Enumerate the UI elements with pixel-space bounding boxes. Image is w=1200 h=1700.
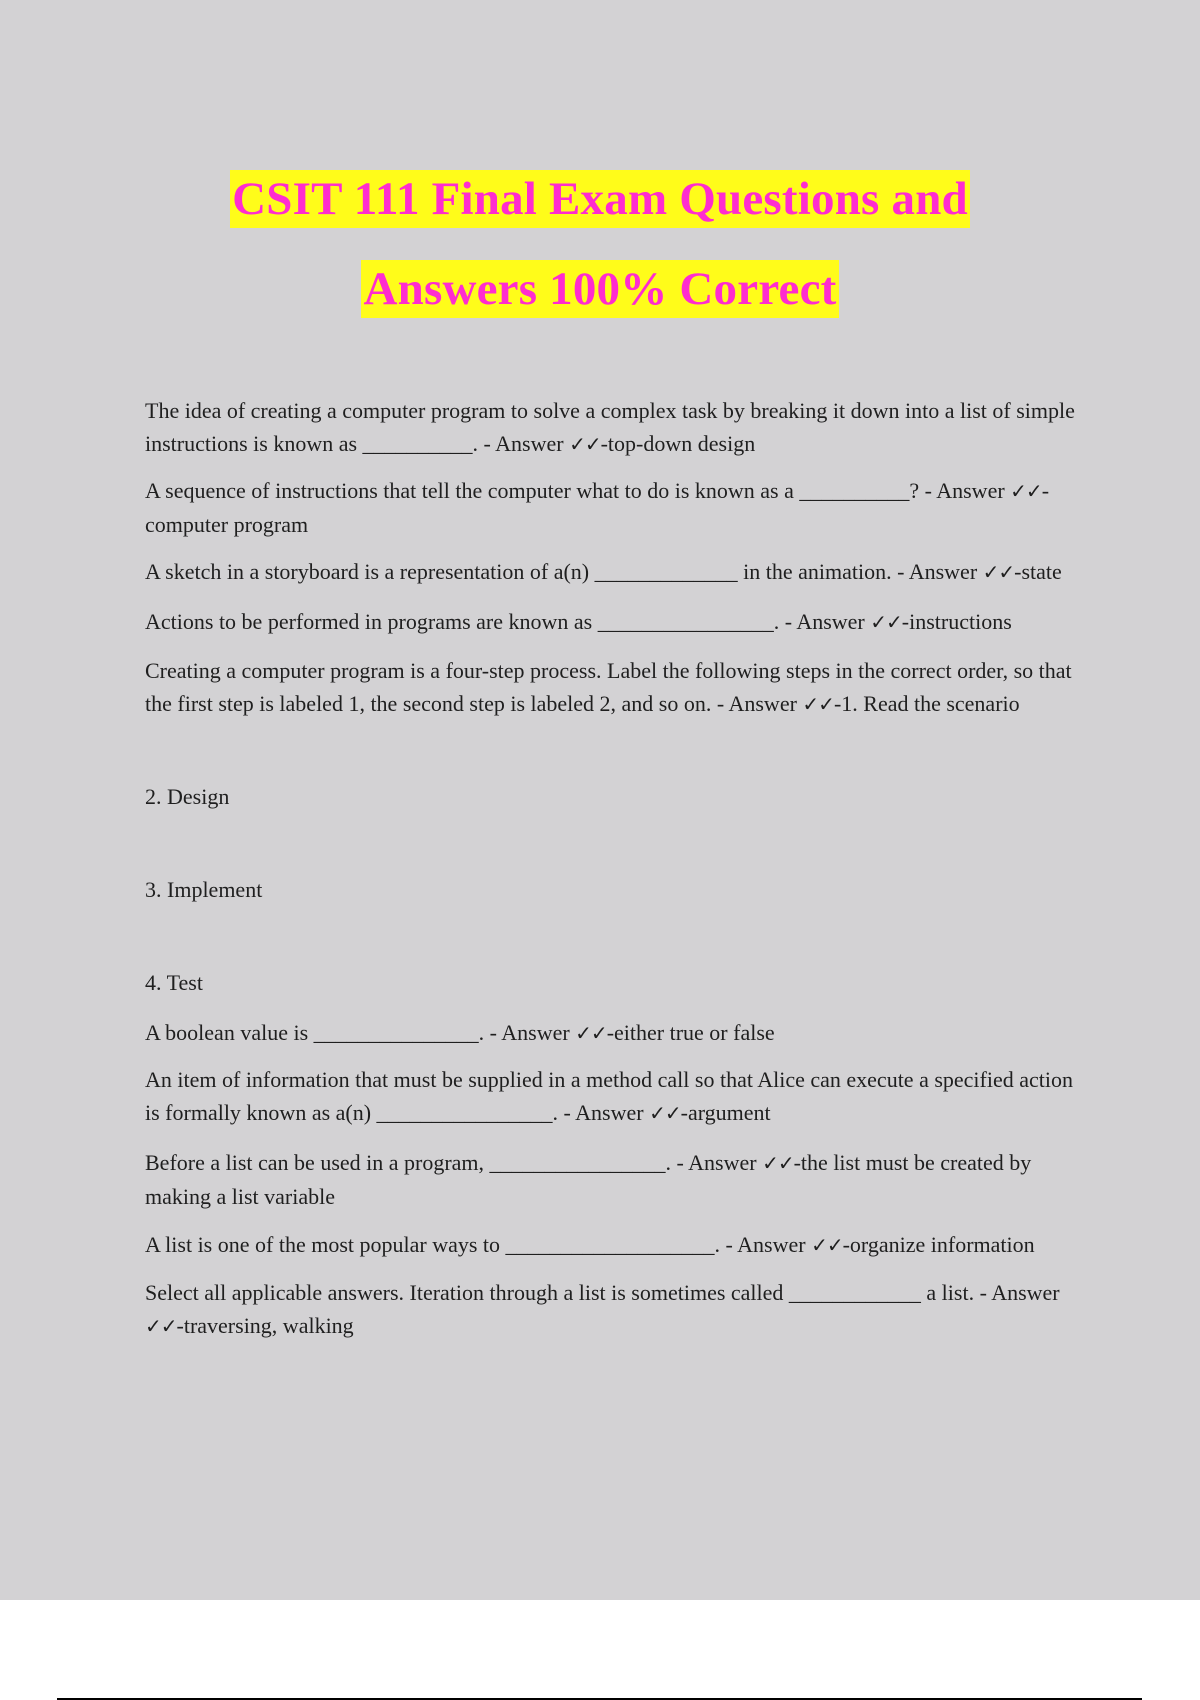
check-icon: ✓✓: [982, 560, 1015, 584]
qa-item: [145, 654, 1085, 721]
qa-item: [145, 1016, 1085, 1050]
check-icon: ✓✓: [762, 1151, 794, 1175]
step-item: 2. Design: [145, 784, 230, 809]
question-text: A sketch in a storyboard is a representation of a(n) _____________ in the animation. - Answer: [145, 559, 983, 584]
step-item: 3. Implement: [145, 877, 263, 902]
qa-item: [145, 555, 1085, 589]
check-icon: ✓✓: [802, 692, 834, 716]
qa-item: [145, 394, 1085, 461]
qa-item: [145, 1276, 1085, 1343]
qa-item: [145, 1063, 1085, 1130]
answer-text: -argument: [680, 1100, 771, 1125]
answer-text: -the list must be created by making a list variable: [145, 1150, 1037, 1209]
question-text: Creating a computer program is a four-step process. Label the following steps in the correct order, so that the first step is labeled 1, the second step is labeled 2, and so on. - Answer: [145, 658, 1078, 716]
check-icon: ✓✓: [1010, 479, 1042, 503]
question-text: A sequence of instructions that tell the computer what to do is known as a __________? - Answer: [145, 478, 1011, 503]
qa-item: [145, 1228, 1085, 1262]
title-line-1: CSIT 111 Final Exam Questions and: [230, 170, 970, 228]
question-text: The idea of creating a computer program to solve a complex task by breaking it down into a list of simple instructions is known as __________. - Answer: [145, 398, 1081, 456]
answer-text: -traversing, walking: [176, 1313, 354, 1338]
question-text: A list is one of the most popular ways to ___________________. - Answer: [145, 1232, 812, 1257]
answer-text: -either true or false: [606, 1020, 775, 1045]
answer-text: -organize information: [842, 1232, 1035, 1257]
answer-text: -instructions: [901, 609, 1012, 634]
check-icon: ✓✓: [649, 1101, 681, 1125]
check-icon: ✓✓: [569, 432, 601, 456]
answer-text: -top-down design: [600, 431, 756, 456]
question-text: A boolean value is _______________. - Answer: [145, 1020, 576, 1045]
question-text: Actions to be performed in programs are known as ________________. - Answer: [145, 609, 871, 634]
qa-list: [145, 394, 1085, 1343]
answer-text: -1. Read the scenario: [833, 691, 1020, 716]
check-icon: ✓✓: [870, 610, 902, 634]
check-icon: ✓✓: [575, 1021, 607, 1045]
check-icon: ✓✓: [145, 1314, 177, 1338]
question-text: An item of information that must be supplied in a method call so that Alice can execute a specified action is formally known as a(n) ________________. - Answer: [145, 1067, 1079, 1125]
answer-text: -computer program: [145, 478, 1050, 537]
qa-item: [145, 474, 1085, 541]
check-icon: ✓✓: [811, 1233, 843, 1257]
qa-item: [145, 605, 1085, 639]
step-item: 4. Test: [145, 970, 203, 995]
qa-item: [145, 1146, 1085, 1213]
question-text: Before a list can be used in a program, ________________. - Answer: [145, 1150, 763, 1175]
title-line-2: Answers 100% Correct: [361, 260, 838, 318]
question-text: Select all applicable answers. Iteration through a list is sometimes called ____________ a list. - Answer: [145, 1280, 1066, 1305]
answer-text: -state: [1014, 559, 1062, 584]
